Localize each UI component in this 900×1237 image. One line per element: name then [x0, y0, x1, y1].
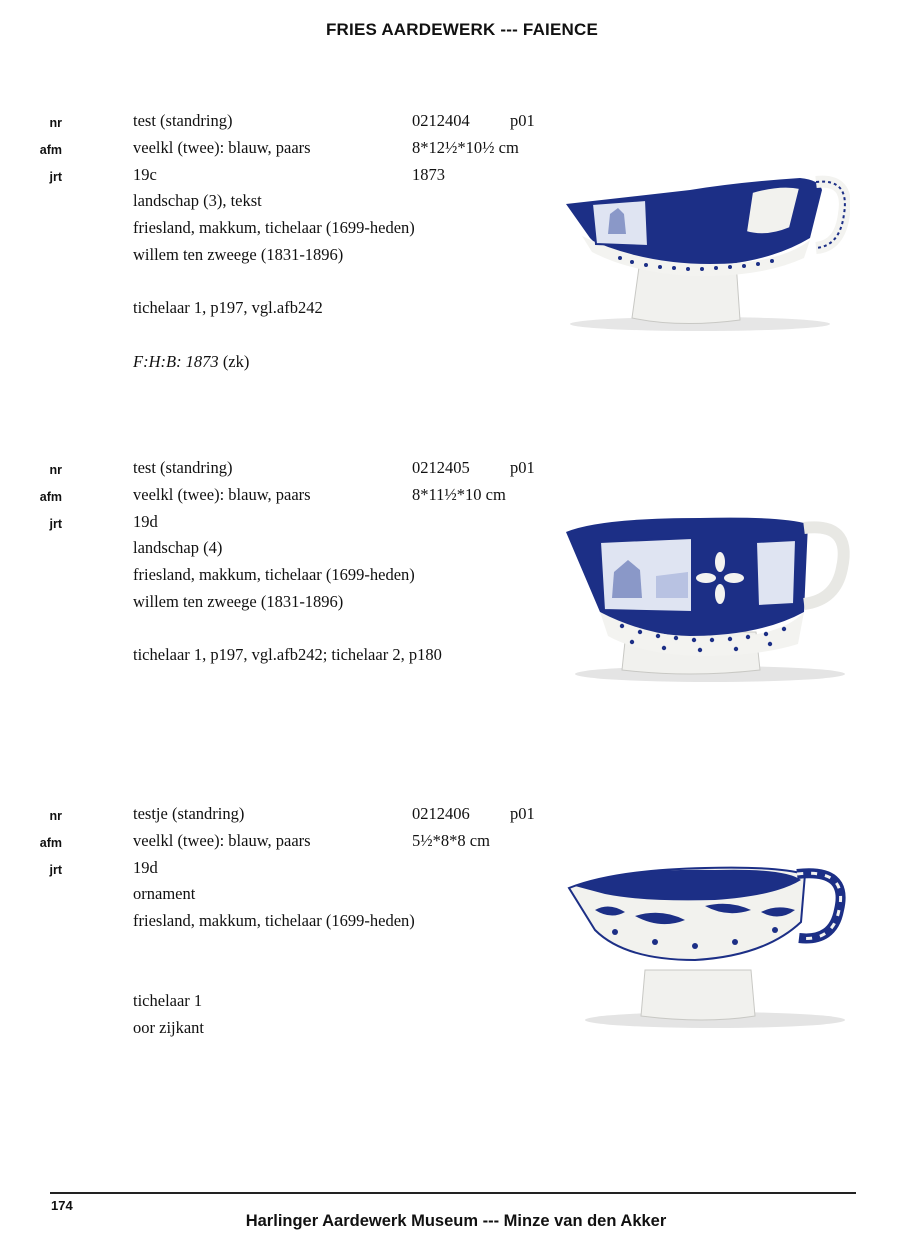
value-page-ref: p01	[510, 111, 535, 130]
opschrift-inscription: F:H:B: 1873	[133, 352, 219, 371]
label-jrt: jrt	[49, 170, 62, 184]
value-nr: 0212406	[412, 804, 470, 823]
value-voorwerp: test (standring)	[133, 111, 233, 130]
value-page-ref: p01	[510, 458, 535, 477]
value-afm: 5½*8*8 cm	[412, 831, 490, 850]
value-voorstelling: landschap (3), tekst	[133, 191, 262, 210]
value-schilder: willem ten zweege (1831-1896)	[133, 592, 344, 611]
value-datering: 19c	[133, 165, 157, 184]
value-voorstelling: ornament	[133, 884, 196, 903]
value-voorwerp: testje (standring)	[133, 804, 245, 823]
value-nr: 0212405	[412, 458, 470, 477]
value-datering: 19d	[133, 858, 158, 877]
value-literatuur: tichelaar 1	[133, 991, 203, 1010]
label-nr: nr	[49, 809, 62, 823]
label-afm: afm	[39, 490, 62, 504]
label-afm: afm	[39, 836, 62, 850]
value-literatuur: tichelaar 1, p197, vgl.afb242	[133, 298, 323, 317]
value-jrt: 1873	[412, 165, 445, 184]
label-nr: nr	[49, 463, 62, 477]
label-jrt: jrt	[49, 517, 62, 531]
value-page-ref: p01	[510, 804, 535, 823]
value-opmerking: oor zijkant	[133, 1018, 205, 1037]
value-voorwerp: test (standring)	[133, 458, 233, 477]
value-literatuur: tichelaar 1, p197, vgl.afb242; tichelaar 2, p180	[133, 645, 442, 664]
page-number: 174	[51, 1198, 73, 1213]
sauceboat-photo-3	[565, 860, 855, 1035]
value-datering: 19d	[133, 512, 158, 531]
footer-credit: Harlinger Aardewerk Museum --- Minze van den Akker	[245, 1212, 667, 1230]
opschrift-location: (zk)	[218, 352, 250, 371]
value-fabrikaat: friesland, makkum, tichelaar (1699-heden)	[133, 565, 415, 584]
value-afm: 8*11½*10 cm	[412, 485, 506, 504]
value-schilder: willem ten zweege (1831-1896)	[133, 245, 344, 264]
label-jrt: jrt	[49, 863, 62, 877]
footer-divider	[50, 1192, 856, 1194]
label-nr: nr	[49, 116, 62, 130]
value-kleur: veelkl (twee): blauw, paars	[133, 138, 311, 157]
label-afm: afm	[39, 143, 62, 157]
value-fabrikaat: friesland, makkum, tichelaar (1699-heden)	[133, 911, 415, 930]
value-opschrift	[133, 352, 249, 372]
sauceboat-photo-1	[560, 168, 850, 338]
value-afm: 8*12½*10½ cm	[412, 138, 519, 157]
page-title: FRIES AARDEWERK --- FAIENCE	[325, 20, 599, 39]
value-fabrikaat: friesland, makkum, tichelaar (1699-heden)	[133, 218, 415, 237]
value-voorstelling: landschap (4)	[133, 538, 223, 557]
value-kleur: veelkl (twee): blauw, paars	[133, 831, 311, 850]
sauceboat-photo-2	[560, 512, 855, 687]
value-nr: 0212404	[412, 111, 470, 130]
value-kleur: veelkl (twee): blauw, paars	[133, 485, 311, 504]
